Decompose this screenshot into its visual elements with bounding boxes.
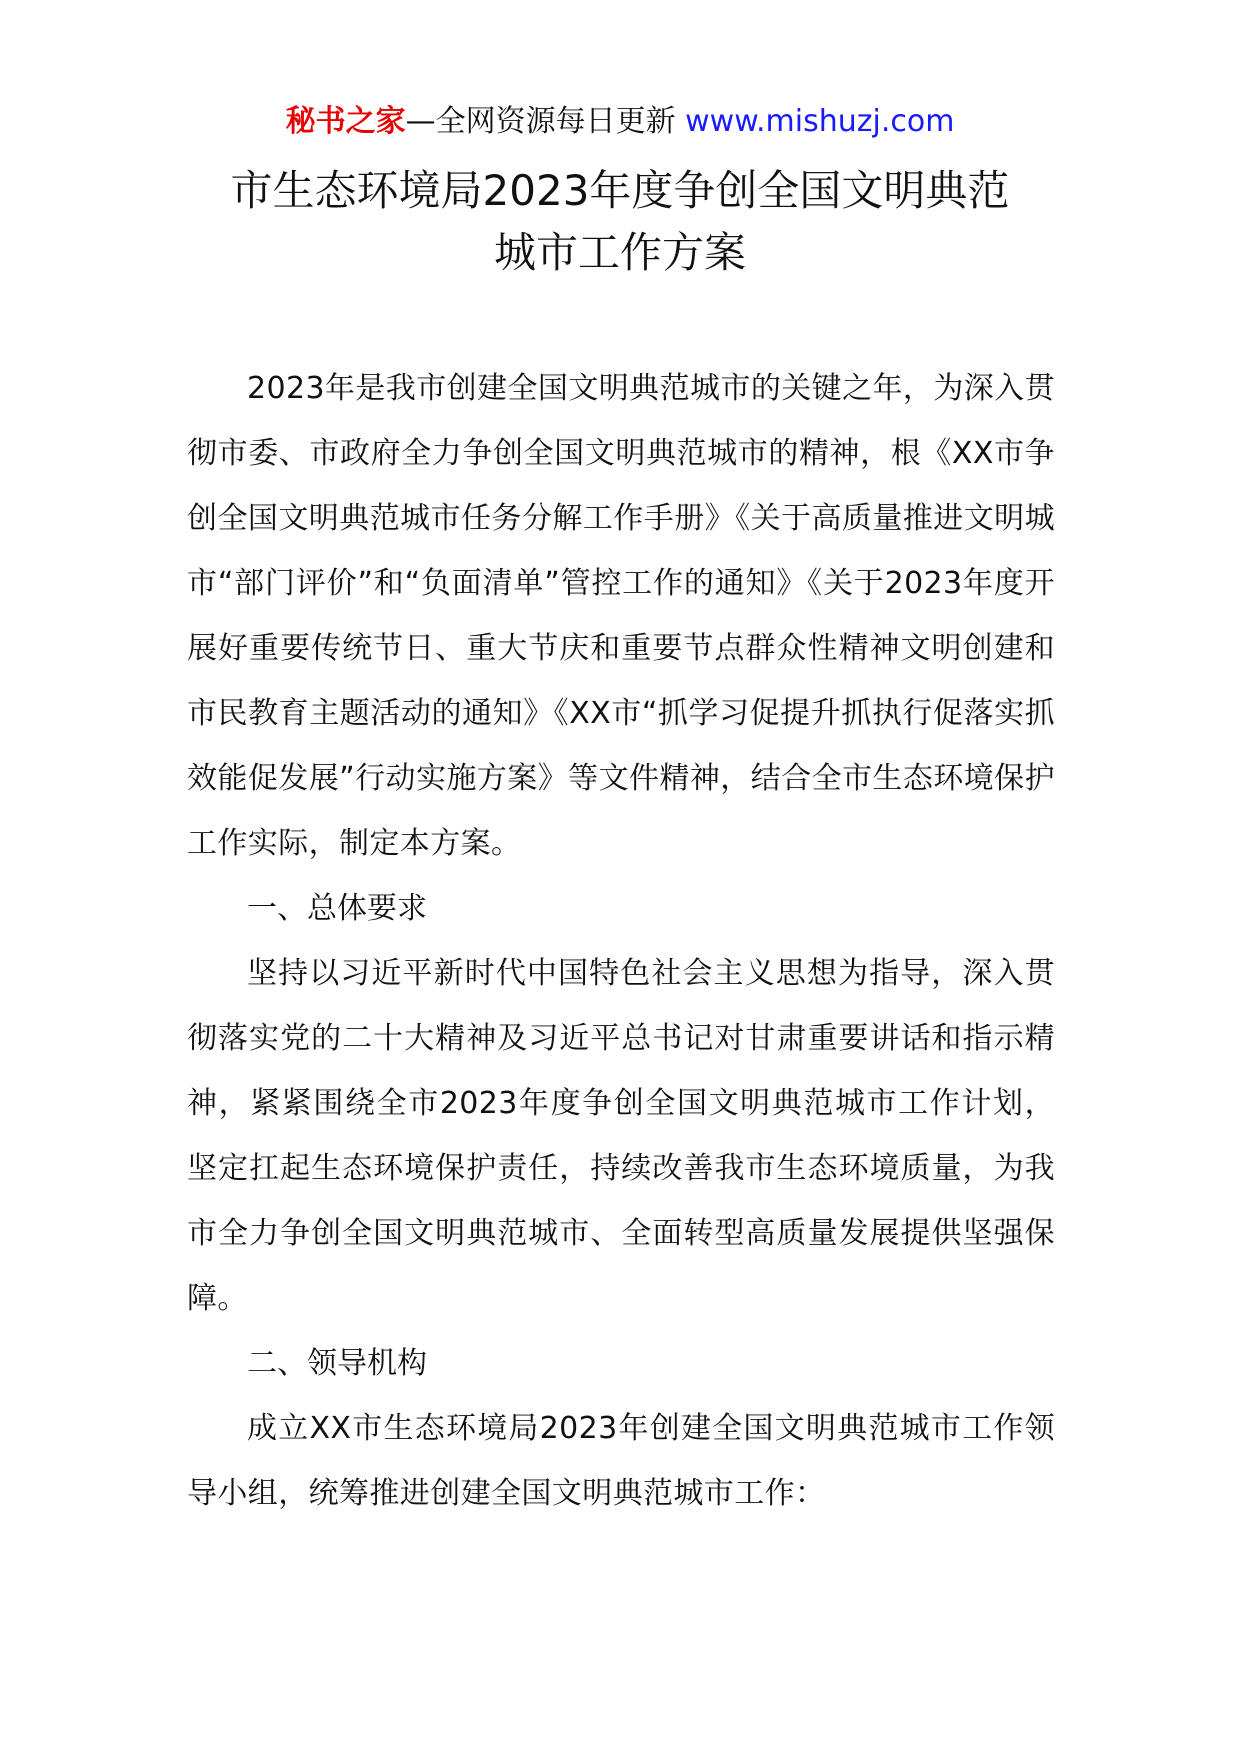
document-body [187,356,1055,1526]
section-heading-leadership: 二、领导机构 [247,1346,427,1381]
leadership-paragraph: 成立XX市生态环境局2023年创建全国文明典范城市工作领导小组，统筹推进创建全国文明典范城市工作： [187,1411,1055,1511]
section-heading-general-requirements: 一、总体要求 [247,891,427,926]
document-title [180,160,1060,284]
brand-name: 秘书之家 [285,104,406,139]
title-line-1: 市生态环境局2023年度争创全国文明典范 [230,166,1010,215]
banner-tagline: —全网资源每日更新 [405,104,686,139]
title-line-2: 城市工作方案 [493,228,746,277]
header-banner [0,100,1240,144]
website-link[interactable]: www.mishuzj.com [685,104,955,139]
general-requirements-paragraph: 坚持以习近平新时代中国特色社会主义思想为指导，深入贯彻落实党的二十大精神及习近平总书记对甘肃重要讲话和指示精神，紧紧围绕全市2023年度争创全国文明典范城市工作计划，坚定扛起生态环境保护责任，持续改善我市生态环境质量，为我市全力争创全国文明典范城市、全面转型高质量发展提供坚强保障。 [187,956,1055,1316]
intro-paragraph: 2023年是我市创建全国文明典范城市的关键之年，为深入贯彻市委、市政府全力争创全国文明典范城市的精神，根《XX市争创全国文明典范城市任务分解工作手册》《关于高质量推进文明城市“部门评价”和“负面清单”管控工作的通知》《关于2023年度开展好重要传统节日、重大节庆和重要节点群众性精神文明创建和市民教育主题活动的通知》《XX市“抓学习促提升抓执行促落实抓效能促发展”行动实施方案》等文件精神，结合全市生态环境保护工作实际，制定本方案。 [187,371,1055,861]
